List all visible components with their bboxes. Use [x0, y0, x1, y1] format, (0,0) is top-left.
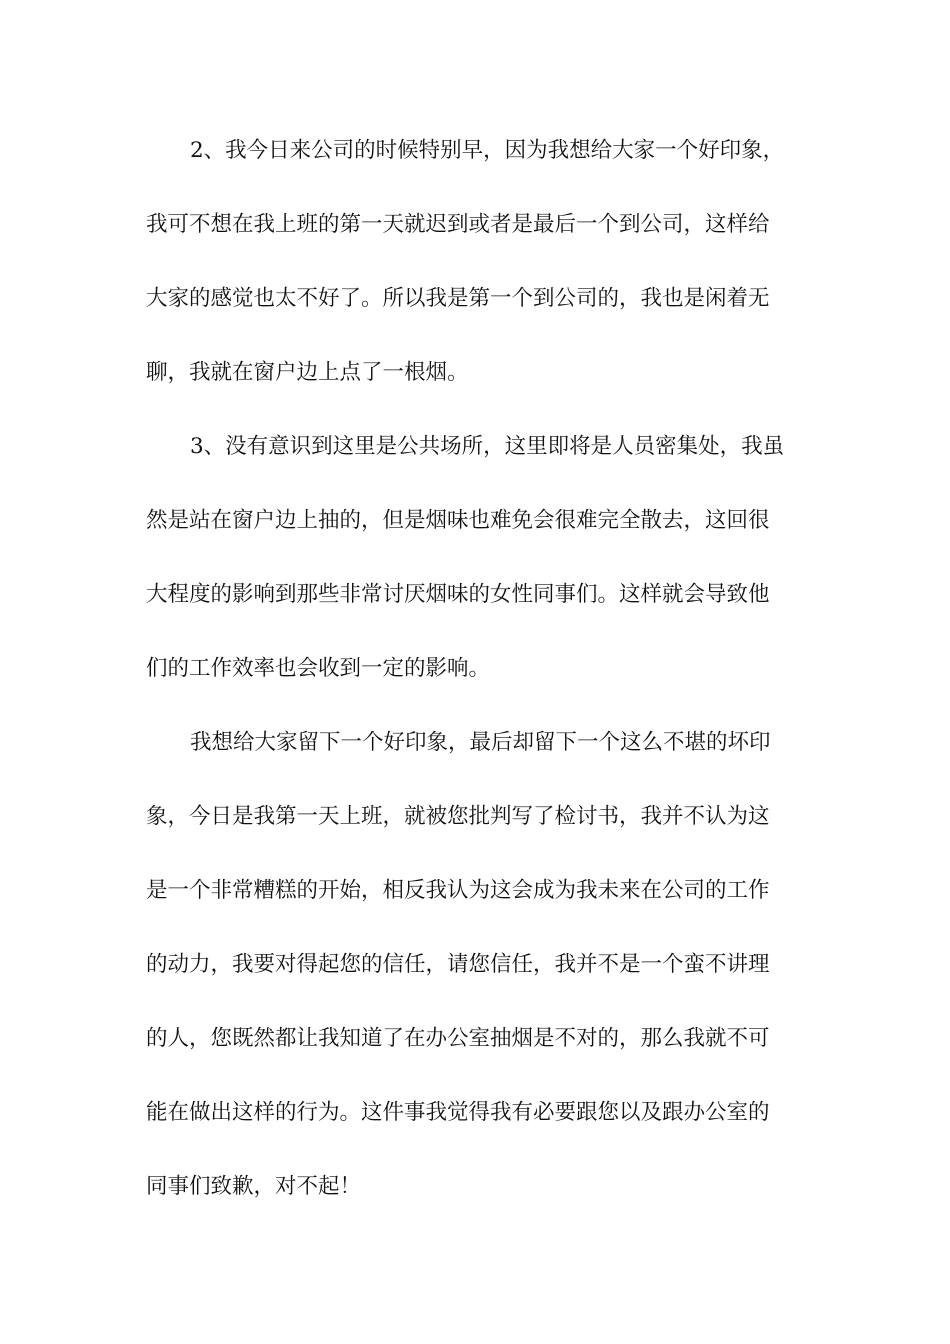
- paragraph-3-line-2: 然是站在窗户边上抽的，但是烟味也难免会很难完全散去，这回很: [146, 508, 770, 533]
- paragraph-3-line-1: 3、没有意识到这里是公共场所，这里即将是人员密集处，我虽: [190, 434, 785, 459]
- paragraph-4-line-5: 的人，您既然都让我知道了在办公室抽烟是不对的，那么我就不可: [146, 1026, 770, 1051]
- paragraph-3-line-3: 大程度的影响到那些非常讨厌烟味的女性同事们。这样就会导致他: [146, 582, 770, 607]
- paragraph-4-line-4: 的动力，我要对得起您的信任，请您信任，我并不是一个蛮不讲理: [146, 952, 770, 977]
- paragraph-4-line-6: 能在做出这样的行为。这件事我觉得我有必要跟您以及跟办公室的: [146, 1100, 770, 1125]
- paragraph-4-line-7: 同事们致歉，对不起！: [146, 1174, 362, 1199]
- paragraph-3-line-4: 们的工作效率也会收到一定的影响。: [146, 656, 491, 681]
- paragraph-4-line-2: 象，今日是我第一天上班，就被您批判写了检讨书，我并不认为这: [146, 804, 770, 829]
- paragraph-2-line-2: 我可不想在我上班的第一天就迟到或者是最后一个到公司，这样给: [146, 212, 770, 237]
- paragraph-4-line-1: 我想给大家留下一个好印象，最后却留下一个这么不堪的坏印: [190, 730, 771, 755]
- paragraph-4-line-3: 是一个非常糟糕的开始，相反我认为这会成为我未来在公司的工作: [146, 878, 770, 903]
- paragraph-2-line-3: 大家的感觉也太不好了。所以我是第一个到公司的，我也是闲着无: [146, 286, 770, 311]
- paragraph-2-line-1: 2、我今日来公司的时候特别早，因为我想给大家一个好印象，: [190, 138, 785, 163]
- paragraph-2-line-4: 聊，我就在窗户边上点了一根烟。: [146, 360, 469, 385]
